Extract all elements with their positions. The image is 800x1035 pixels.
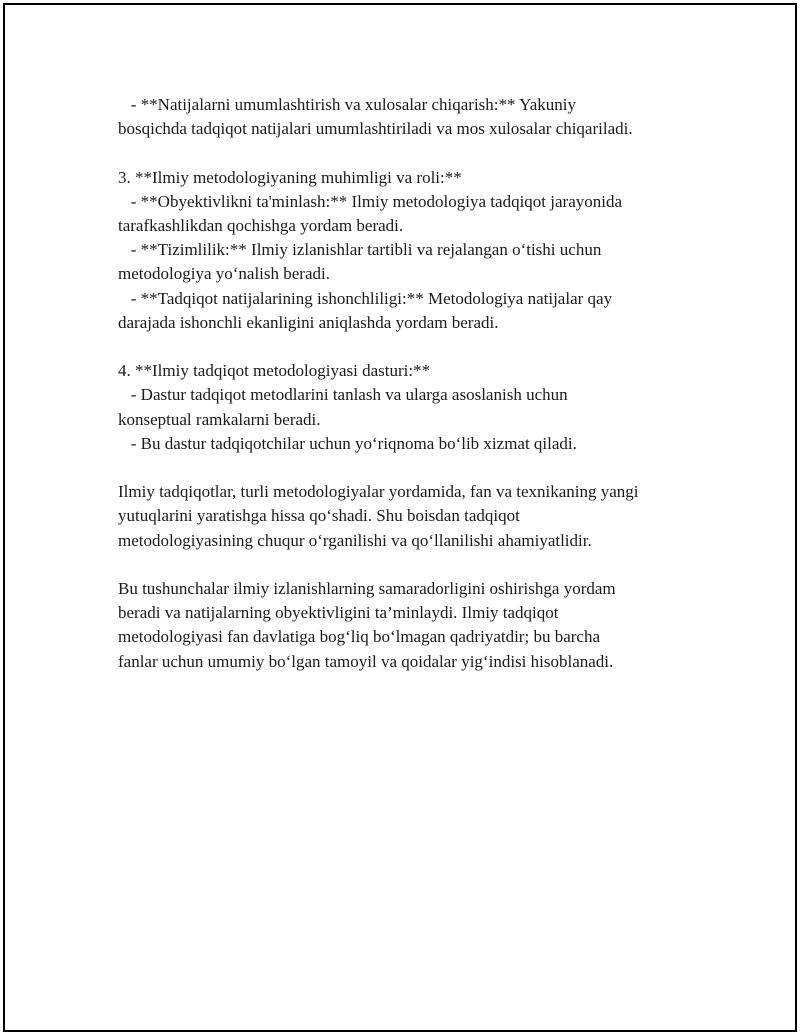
text-line: - **Obyektivlikni ta'minlash:** Ilmiy metodologiya tadqiqot jarayonida [118,191,623,211]
text-line: bosqichda tadqiqot natijalari umumlashtiriladi va mos xulosalar chiqariladi. [118,119,633,139]
text-line: konseptual ramkalarni beradi. [118,409,321,429]
text-line: fanlar uchun umumiy bo‘lgan tamoyil va qoidalar yig‘indisi hisoblanadi. [118,651,614,671]
document-body [118,93,718,674]
section-methodology-program [118,359,718,456]
text-line: Bu tushunchalar ilmiy izlanishlarning samaradorligini oshirishga yordam [118,579,616,598]
text-line: - **Natijalarni umumlashtirish va xulosalar chiqarish:** Yakuniy [118,95,576,114]
paragraph-gap [118,456,718,480]
text-line: Ilmiy tadqiqotlar, turli metodologiyalar yordamida, fan va texnikaning yangi [118,482,639,502]
text-line: beradi va natijalarning obyektivligini ta’minlaydi. Ilmiy tadqiqot [118,603,559,623]
text-line: tarafkashlikdan qochishga yordam beradi. [118,216,404,235]
section-methodology-importance [118,166,718,335]
text-line: - **Tadqiqot natijalarining ishonchliligi:** Metodologiya natijalar qay [118,288,613,308]
text-line: darajada ishonchli ekanligini aniqlashda yordam beradi. [118,312,499,332]
text-line: - Bu dastur tadqiqotchilar uchun yo‘riqnoma bo‘lib xizmat qiladi. [118,433,577,453]
text-line: metodologiyasi fan davlatiga bog‘liq bo‘lmagan qadriyatdir; bu barcha [118,627,600,647]
section-heading: 4. **Ilmiy tadqiqot metodologiyasi dasturi:** [118,361,431,381]
text-line: - Dastur tadqiqot metodlarini tanlash va ularga asoslanish uchun [118,385,568,405]
paragraph-research-contribution [118,480,718,553]
paragraph-gap [118,553,718,577]
text-line: metodologiyasining chuqur o‘rganilishi va qo‘llanilishi ahamiyatlidir. [118,530,592,550]
paragraph-gap [118,335,718,359]
paragraph-gap [118,141,718,165]
text-line: yutuqlarini yaratishga hissa qo‘shadi. Shu boisdan tadqiqot [118,506,520,526]
text-line: - **Tizimlilik:** Ilmiy izlanishlar tartibli va rejalangan o‘tishi uchun [118,240,602,260]
paragraph-results-summary [118,93,718,141]
section-heading: 3. **Ilmiy metodologiyaning muhimligi va roli:** [118,167,462,187]
text-line: metodologiya yo‘nalish beradi. [118,264,330,284]
paragraph-conclusion [118,577,718,674]
